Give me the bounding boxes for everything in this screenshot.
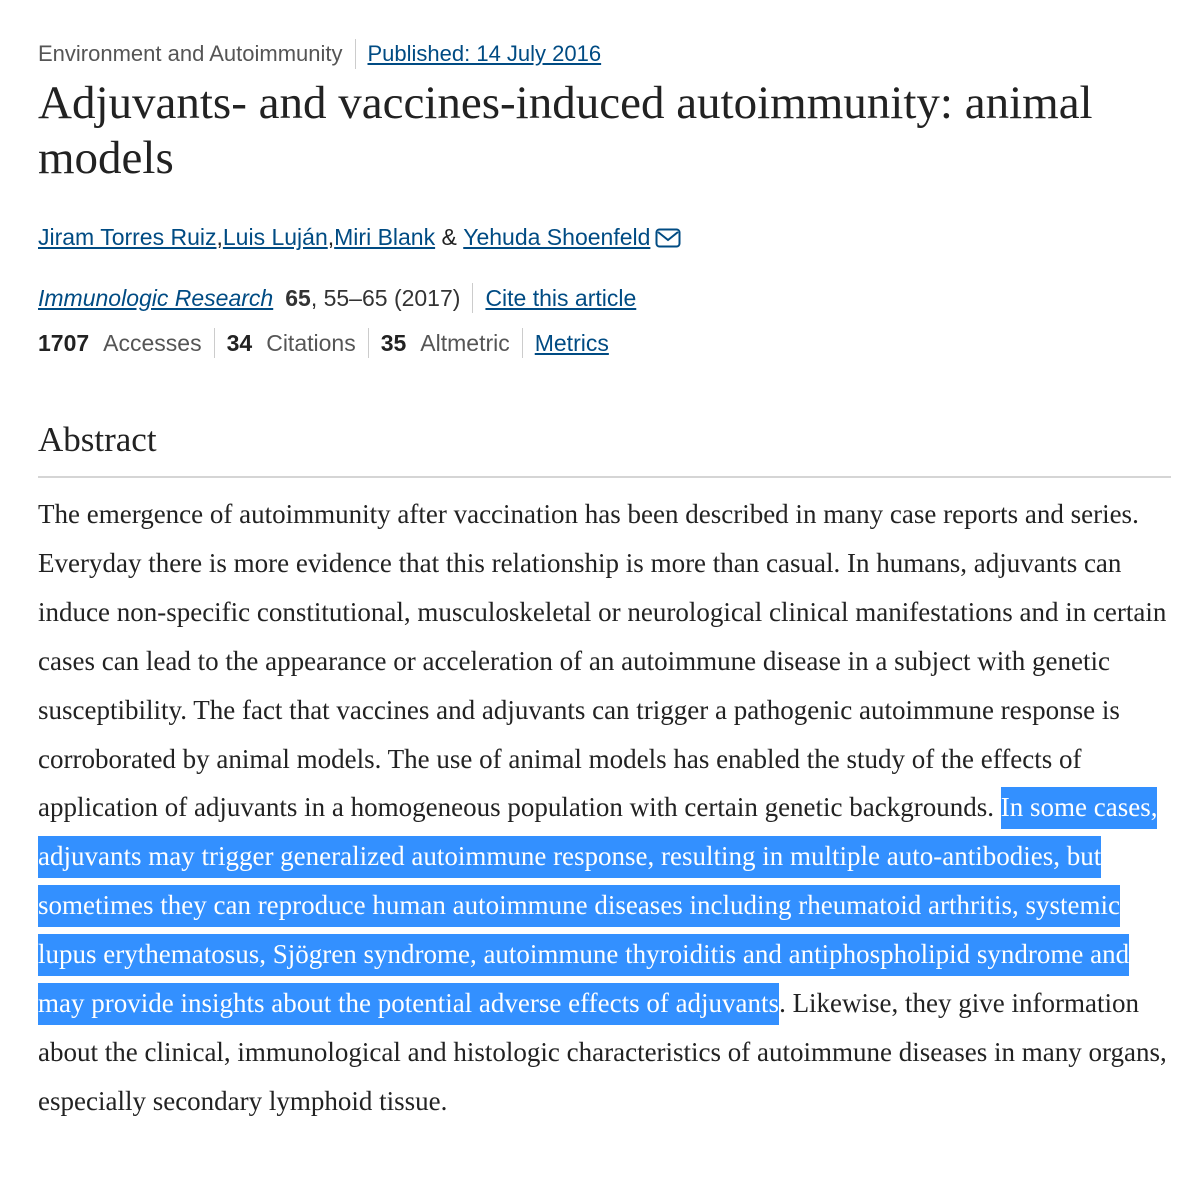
accesses-label: Accesses — [103, 329, 202, 356]
cite-article-link[interactable]: Cite this article — [485, 284, 637, 311]
metrics-bar — [38, 326, 609, 360]
article-title: Adjuvants- and vaccines-induced autoimmunity: animal models — [38, 77, 1093, 184]
published-date-link[interactable]: Published: 14 July 2016 — [367, 41, 602, 66]
journal-link[interactable]: Immunologic Research — [38, 284, 274, 311]
author-list — [38, 220, 681, 254]
metrics-divider — [214, 328, 215, 358]
article-category: Environment and Autoimmunity — [38, 41, 343, 66]
author-link[interactable]: Yehuda Shoenfeld — [463, 223, 651, 250]
journal-pages-year: , 55–65 (2017) — [310, 284, 461, 311]
journal-volume: 65 — [285, 284, 311, 311]
author-separator: & — [435, 223, 464, 250]
citation-divider — [472, 283, 473, 313]
citations-count: 34 — [226, 329, 253, 356]
article-meta-header — [38, 38, 601, 70]
author-link[interactable]: Luis Luján — [222, 223, 328, 250]
abstract-divider — [38, 476, 1171, 478]
metrics-link[interactable]: Metrics — [534, 329, 609, 356]
metrics-divider — [522, 328, 523, 358]
citation-line — [38, 281, 636, 315]
author-separator: , — [216, 223, 223, 250]
citations-label: Citations — [266, 329, 356, 356]
altmetric-label: Altmetric — [420, 329, 510, 356]
meta-divider — [355, 39, 356, 69]
author-link[interactable]: Miri Blank — [334, 223, 436, 250]
metrics-divider — [368, 328, 369, 358]
abstract-text-after[interactable]: . Likewise, they give information about the clinical, immunological and histologic characteristics of autoimmune diseases in many organs, especially secondary lymphoid tissue. — [38, 988, 1167, 1116]
author-link[interactable]: Jiram Torres Ruiz — [38, 223, 217, 250]
envelope-icon[interactable] — [655, 227, 681, 247]
abstract-text[interactable] — [38, 490, 1178, 1126]
selected-text[interactable]: In some cases, adjuvants may trigger generalized autoimmune response, resulting in multiple auto-antibodies, but sometimes they can reproduce human autoimmune diseases including rheumatoid arthritis, systemic lupus erythematosus, Sjögren syndrome, autoimmune thyroiditis and antiphospholipid syndrome and may provide insights about the potential adverse effects of adjuvants — [38, 787, 1157, 1025]
accesses-count: 1707 — [38, 329, 90, 356]
abstract-heading: Abstract — [38, 420, 157, 459]
author-separator: , — [327, 223, 335, 250]
abstract-text-before[interactable]: The emergence of autoimmunity after vaccination has been described in many case reports and series. Everyday there is more evidence that this relationship is more than casual. In humans, adjuvants can induce non-specific constitutional, musculoskeletal or neurological clinical manifestations and in certain cases can lead to the appearance or acceleration of an autoimmune disease in a subject with genetic susceptibility. The fact that vaccines and adjuvants can trigger a pathogenic autoimmune response is corroborated by animal models. The use of animal models has enabled the study of the effects of application of adjuvants in a homogeneous population with certain genetic backgrounds. — [38, 499, 1167, 823]
altmetric-count: 35 — [380, 329, 407, 356]
